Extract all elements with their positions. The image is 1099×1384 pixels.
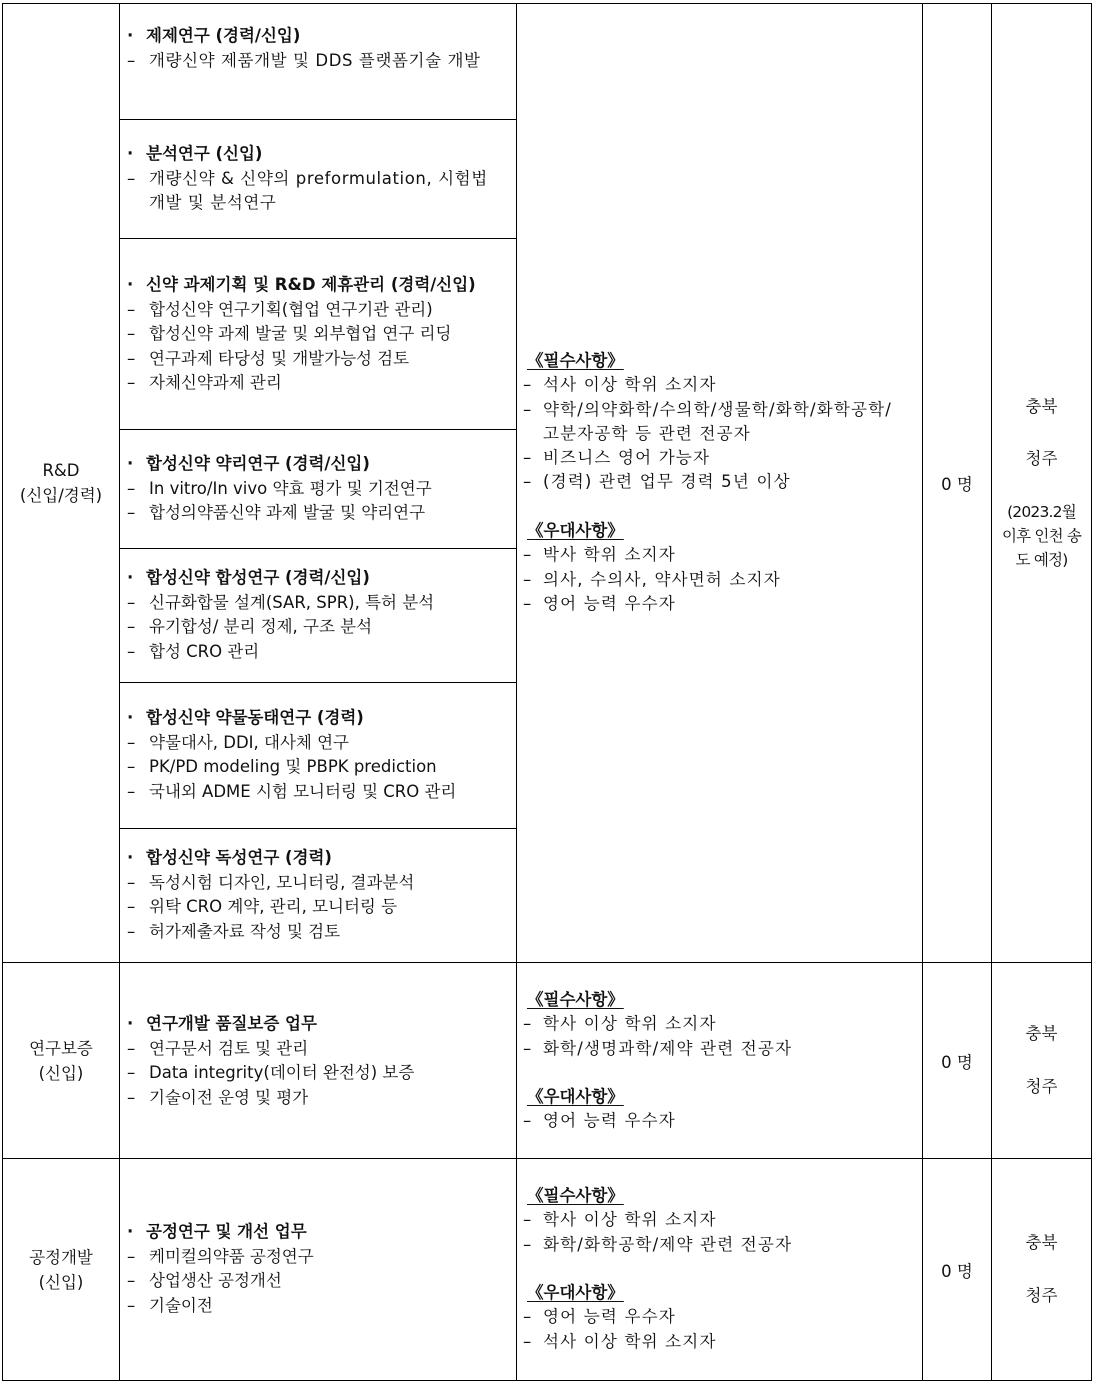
required-item: – 비즈니스 영어 가능자 <box>523 448 711 468</box>
table-border-bottom <box>2 1380 1092 1381</box>
duty-item: – Data integrity(데이터 완전성) 보증 <box>127 1063 415 1082</box>
duty-title: · 합성신약 약리연구 (경력/신입) <box>127 454 370 473</box>
duty-divider <box>119 548 517 549</box>
headcount: 0 명 <box>941 475 973 494</box>
duty-divider <box>119 682 517 683</box>
location-province: 충북 <box>1025 1024 1058 1043</box>
duty-item: – 합성 CRO 관리 <box>127 641 260 661</box>
duty-block <box>120 846 516 944</box>
required-item: – 약학/의약화학/수의학/생물학/화학/화학공학/고분자공학 등 관련 전공자 <box>523 399 893 443</box>
duty-item: – 합성의약품신약 과제 발굴 및 약리연구 <box>127 503 426 522</box>
required-item: – 석사 이상 학위 소지자 <box>523 375 717 395</box>
duty-title: · 합성신약 합성연구 (경력/신입) <box>127 568 370 587</box>
duty-item: – 유기합성/ 분리 정제, 구조 분석 <box>127 617 373 636</box>
preferred-item: – 석사 이상 학위 소지자 <box>523 1331 717 1351</box>
headcount: 0 명 <box>941 1261 973 1281</box>
preferred-item: – 의사, 수의사, 약사면허 소지자 <box>523 569 781 589</box>
location-cell <box>992 1159 1091 1380</box>
duty-item: – 개량신약 제품개발 및 DDS 플랫폼기술 개발 <box>127 50 481 70</box>
required-header: 《필수사항》 <box>527 1186 624 1205</box>
headcount-cell <box>923 1159 991 1380</box>
duty-title: · 분석연구 (신입) <box>127 144 263 163</box>
location-city: 청주 <box>1025 1076 1058 1096</box>
duty-item: – 상업생산 공정개선 <box>127 1271 282 1290</box>
duty-item: – In vitro/In vivo 약효 평가 및 기전연구 <box>127 478 432 498</box>
duty-item: – 국내외 ADME 시험 모니터링 및 CRO 관리 <box>127 781 457 801</box>
required-header: 《필수사항》 <box>527 351 624 370</box>
location-cell <box>992 4 1091 962</box>
requirements-block <box>517 988 917 1134</box>
required-item: – 화학/화학공학/제약 관련 전공자 <box>523 1234 793 1254</box>
department-cell-qa <box>3 963 119 1158</box>
duty-title: · 신약 과제기획 및 R&D 제휴관리 (경력/신입) <box>127 275 476 294</box>
department-name: R&D <box>42 461 80 480</box>
duty-item: – 허가제출자료 작성 및 검토 <box>127 921 341 941</box>
duty-item: – 자체신약과제 관리 <box>127 373 282 392</box>
duty-item: – 연구과제 타당성 및 개발가능성 검토 <box>127 348 410 368</box>
location-note: (2023.2월 이후 인천 송도 예정) <box>1001 502 1082 569</box>
preferred-item: – 영어 능력 우수자 <box>523 593 676 613</box>
required-header: 《필수사항》 <box>527 990 624 1009</box>
duty-title: · 합성신약 약물동태연구 (경력) <box>127 708 364 727</box>
preferred-header: 《우대사항》 <box>527 1283 624 1303</box>
department-type: (신입) <box>38 1063 84 1083</box>
headcount: 0 명 <box>941 1052 973 1072</box>
duty-divider <box>119 238 517 239</box>
duty-block <box>120 142 516 216</box>
preferred-item: – 영어 능력 우수자 <box>523 1111 676 1131</box>
location-province: 충북 <box>1025 1233 1058 1252</box>
duty-title: · 제제연구 (경력/신입) <box>127 26 301 45</box>
department-type: (신입) <box>38 1272 84 1292</box>
duty-block <box>120 1220 516 1318</box>
duty-block <box>120 273 516 396</box>
duty-item: – 약물대사, DDI, 대사체 연구 <box>127 732 349 752</box>
department-name: 공정개발 <box>29 1247 93 1267</box>
department-type: (신입/경력) <box>19 486 103 505</box>
duty-item: – PK/PD modeling 및 PBPK prediction <box>127 757 437 776</box>
required-item: – 학사 이상 학위 소지자 <box>523 1210 717 1230</box>
duty-divider <box>119 119 517 120</box>
column-divider <box>516 3 517 1381</box>
duty-title: · 공정연구 및 개선 업무 <box>127 1222 307 1241</box>
location-cell <box>992 963 1091 1158</box>
duty-item: – 신규화합물 설계(SAR, SPR), 특허 분석 <box>127 592 435 612</box>
department-cell-process <box>3 1159 119 1380</box>
duty-item: – 독성시험 디자인, 모니터링, 결과분석 <box>127 872 415 892</box>
location-province: 충북 <box>1025 396 1058 416</box>
required-item: – 학사 이상 학위 소지자 <box>523 1014 717 1034</box>
duty-block <box>120 566 516 664</box>
duty-item: – 합성신약 과제 발굴 및 외부협업 연구 리딩 <box>127 324 452 343</box>
duty-item: – 개량신약 & 신약의 preformulation, 시험법 개발 및 분석연구 <box>127 168 488 212</box>
required-item: – (경력) 관련 업무 경력 5년 이상 <box>523 472 791 492</box>
duty-block <box>120 706 516 804</box>
duty-title: · 연구개발 품질보증 업무 <box>127 1014 317 1033</box>
duty-item: – 위탁 CRO 계약, 관리, 모니터링 등 <box>127 897 398 916</box>
department-cell-rnd <box>3 4 119 962</box>
headcount-cell <box>923 963 991 1158</box>
duty-item: – 연구문서 검토 및 관리 <box>127 1038 309 1058</box>
department-name: 연구보증 <box>29 1038 93 1058</box>
requirements-block <box>517 1184 917 1354</box>
duty-title: · 합성신약 독성연구 (경력) <box>127 848 332 867</box>
duty-item: – 합성신약 연구기획(협업 연구기관 관리) <box>127 299 433 319</box>
duty-item: – 기술이전 운영 및 평가 <box>127 1087 309 1107</box>
headcount-cell <box>923 4 991 962</box>
preferred-item: – 영어 능력 우수자 <box>523 1307 676 1327</box>
preferred-header: 《우대사항》 <box>527 1087 624 1107</box>
required-item: – 화학/생명과학/제약 관련 전공자 <box>523 1038 793 1058</box>
location-city: 청주 <box>1025 449 1058 468</box>
duty-block <box>120 452 516 526</box>
preferred-header: 《우대사항》 <box>527 521 624 541</box>
preferred-item: – 박사 학위 소지자 <box>523 545 676 565</box>
table-border-right <box>1091 3 1092 1381</box>
duty-item: – 기술이전 <box>127 1295 213 1315</box>
location-city: 청주 <box>1025 1285 1058 1305</box>
duty-divider <box>119 429 517 430</box>
duty-block <box>120 24 516 73</box>
requirements-block <box>517 349 917 616</box>
duty-item: – 케미컬의약품 공정연구 <box>127 1246 314 1266</box>
duty-divider <box>119 828 517 829</box>
duty-block <box>120 1012 516 1110</box>
